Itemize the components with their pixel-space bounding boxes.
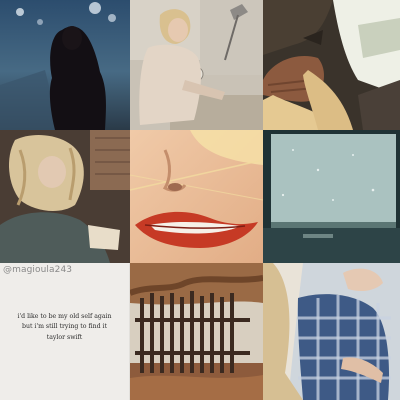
quote-tile: [0, 263, 130, 400]
photo-night-street-silhouette: [0, 0, 130, 130]
quote-line-1: i'd like to be my old self again: [17, 313, 112, 320]
photo-wooden-gate: [130, 263, 263, 400]
photo-red-lips-closeup: [130, 130, 263, 263]
quote-line-2: but i'm still trying to find it: [22, 322, 107, 330]
photo-woman-at-desk: [130, 0, 263, 130]
photo-curly-hair-reading: [0, 130, 130, 263]
photo-car-interior-beanie: [263, 0, 400, 130]
photo-rainy-window: [263, 130, 400, 263]
watermark-username: @magioula243: [3, 265, 73, 275]
photo-flannel-embrace: [263, 263, 400, 400]
quote-author: taylor swift: [46, 334, 83, 341]
quote-text: [0, 312, 129, 343]
